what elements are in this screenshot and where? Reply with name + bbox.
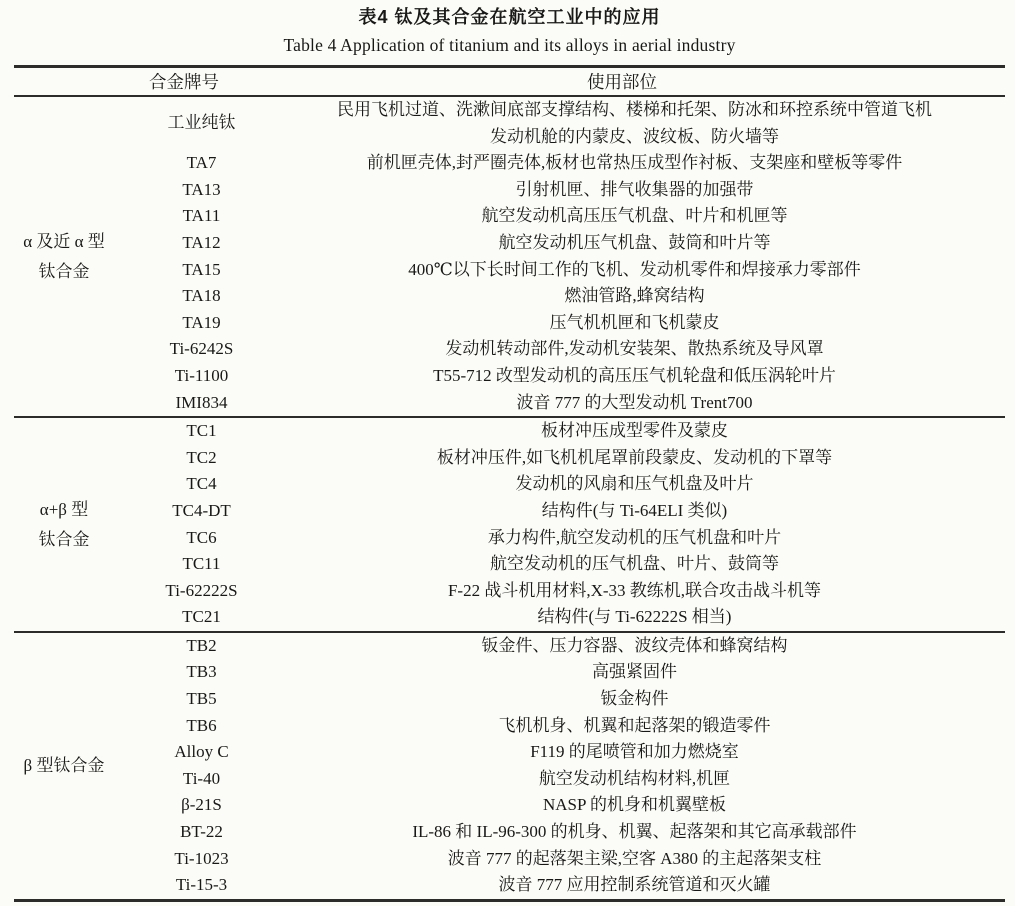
alloy-grade-cell: TC11: [182, 554, 221, 574]
usage-location-cell: [289, 739, 1005, 766]
table-body: [14, 96, 1005, 900]
usage-location-cell: [289, 846, 1005, 873]
alloy-grade-cell: IMI834: [175, 392, 228, 412]
usage-location-line: 发动机转动部件,发动机安装架、散热系统及导风罩: [445, 339, 824, 359]
table-row: [14, 846, 1005, 873]
alloy-grade-cell: TB3: [186, 662, 217, 682]
usage-location-cell: [289, 551, 1005, 578]
alloy-grade-cell: 工业纯钛: [167, 113, 236, 133]
usage-location-cell: [289, 150, 1005, 177]
header-usage-location: 使用部位: [289, 67, 1005, 97]
usage-location-line: 板材冲压成型零件及蒙皮: [541, 421, 728, 441]
alloy-grade-cell: TC2: [186, 447, 217, 467]
usage-location-line: 飞机机身、机翼和起落架的锻造零件: [498, 715, 771, 735]
table-row: [14, 551, 1005, 578]
usage-location-cell: [289, 283, 1005, 310]
alloy-grade-cell: Ti-1100: [174, 365, 229, 385]
usage-location-line: F-22 战斗机用材料,X-33 教练机,联合攻击战斗机等: [447, 580, 822, 600]
usage-location-cell: [289, 310, 1005, 337]
usage-location-line: 航空发动机高压压气机盘、叶片和机匣等: [481, 206, 788, 226]
alloy-grade-cell: TA18: [182, 286, 221, 306]
alloy-grade-cell: TB5: [186, 689, 217, 709]
usage-location-line: 高强紧固件: [592, 662, 677, 682]
usage-location-line: 波音 777 的起落架主梁,空客 A380 的主起落架支柱: [447, 848, 822, 868]
usage-location-line: 钣金件、压力容器、波纹壳体和蜂窝结构: [481, 635, 788, 655]
usage-location-cell: [289, 203, 1005, 230]
alloy-grade-cell: Ti-40: [182, 768, 221, 788]
usage-location-cell: [289, 498, 1005, 525]
alloy-category-cell: [14, 96, 114, 417]
table-row: [14, 713, 1005, 740]
usage-location-cell: [289, 177, 1005, 204]
table-title-chinese: 表4 钛及其合金在航空工业中的应用: [358, 7, 661, 27]
usage-location-cell: [289, 792, 1005, 819]
table-row: [14, 150, 1005, 177]
usage-location-line: NASP 的机身和机翼壁板: [542, 795, 727, 815]
table-row: [14, 310, 1005, 337]
alloy-grade-cell: Ti-62222S: [165, 580, 238, 600]
alloy-grade-cell: TA11: [182, 206, 221, 226]
table-row: [14, 792, 1005, 819]
usage-location-line: IL-86 和 IL-96-300 的机身、机翼、起落架和其它高承载部件: [412, 822, 857, 842]
table-row: [14, 336, 1005, 363]
usage-location-cell: [289, 578, 1005, 605]
usage-location-cell: [289, 819, 1005, 846]
usage-location-cell: [289, 257, 1005, 284]
usage-location-line: 民用飞机过道、洗漱间底部支撑结构、楼梯和托架、防冰和环控系统中管道飞机: [337, 100, 932, 119]
usage-location-line: 结构件(与 Ti-62222S 相当): [537, 607, 732, 627]
alloy-grade-cell: TC21: [182, 607, 221, 627]
table-row: [14, 283, 1005, 310]
alloy-grade-cell: TA7: [186, 153, 217, 173]
alloy-grade-cell: Ti-1023: [174, 848, 229, 868]
table-row: [14, 739, 1005, 766]
table-row: [14, 203, 1005, 230]
table-row: [14, 525, 1005, 552]
usage-location-cell: [289, 471, 1005, 498]
header-alloy-grade: 合金牌号: [14, 67, 289, 97]
usage-location-cell: [289, 363, 1005, 390]
usage-location-line: 压气机机匣和飞机蒙皮: [549, 312, 720, 332]
table-header: [14, 67, 1005, 97]
usage-location-line: 结构件(与 Ti-64ELI 类似): [541, 500, 728, 520]
alloy-grade-cell: TB6: [186, 715, 217, 735]
alloy-category-cell: [14, 632, 114, 900]
usage-location-cell: [289, 766, 1005, 793]
table-row: [14, 417, 1005, 445]
table-row: [14, 471, 1005, 498]
alloy-category-line: 钛合金: [38, 261, 90, 281]
alloy-grade-cell: BT-22: [180, 822, 223, 842]
table-row: [14, 686, 1005, 713]
alloy-category-line: β 型钛合金: [23, 755, 105, 775]
usage-location-cell: [289, 445, 1005, 472]
alloy-grade-cell: TC6: [186, 527, 217, 547]
table-title-english: Table 4 Application of titanium and its alloys in aerial industry: [283, 35, 736, 55]
usage-location-line: 航空发动机压气机盘、鼓筒和叶片等: [498, 232, 771, 252]
alloy-grade-cell: Ti-6242S: [169, 339, 234, 359]
table-row: [14, 230, 1005, 257]
usage-location-line: 板材冲压件,如飞机机尾罩前段蒙皮、发动机的下罩等: [436, 447, 833, 467]
application-table: [14, 65, 1005, 902]
alloy-grade-cell: Alloy C: [174, 742, 229, 762]
table-row: [14, 604, 1005, 632]
alloy-grade-cell: TA12: [182, 232, 221, 252]
usage-location-line: F119 的尾喷管和加力燃烧室: [530, 742, 739, 762]
alloy-grade-cell: TA19: [182, 312, 221, 332]
table-row: [14, 96, 1005, 150]
usage-location-line: 航空发动机的压气机盘、叶片、鼓筒等: [490, 554, 779, 574]
table-row: [14, 498, 1005, 525]
usage-location-cell: [289, 686, 1005, 713]
alloy-grade-cell: TA13: [182, 179, 221, 199]
alloy-category-line: 钛合金: [38, 529, 90, 549]
alloy-category-line: α+β 型: [39, 499, 89, 519]
alloy-grade-cell: β-21S: [181, 795, 222, 815]
usage-location-cell: [289, 390, 1005, 418]
usage-location-line: T55-712 改型发动机的高压压气机轮盘和低压涡轮叶片: [433, 365, 836, 385]
table-row: [14, 872, 1005, 900]
table-row: [14, 390, 1005, 418]
usage-location-cell: [289, 525, 1005, 552]
table-row: [14, 578, 1005, 605]
usage-location-line: 燃油管路,蜂窝结构: [564, 286, 705, 306]
usage-location-cell: [289, 872, 1005, 900]
alloy-grade-cell: TC4: [186, 474, 217, 494]
table-row: [14, 819, 1005, 846]
usage-location-line: 钣金构件: [600, 689, 669, 709]
header-row: [14, 67, 1005, 97]
alloy-grade-cell: TC4-DT: [172, 500, 231, 520]
usage-location-cell: [289, 659, 1005, 686]
usage-location-cell: [289, 632, 1005, 660]
table-row: [14, 257, 1005, 284]
table-row: [14, 445, 1005, 472]
usage-location-cell: [289, 417, 1005, 445]
usage-location-line: 承力构件,航空发动机的压气机盘和叶片: [487, 527, 782, 547]
usage-location-cell: [289, 230, 1005, 257]
alloy-grade-cell: TC1: [114, 417, 289, 445]
alloy-category-line: α 及近 α 型: [23, 231, 105, 251]
usage-location-line: 前机匣壳体,封严圈壳体,板材也常热压成型作衬板、支架座和壁板等零件: [366, 153, 903, 173]
usage-location-line: 航空发动机结构材料,机匣: [538, 768, 731, 788]
usage-location-line: 波音 777 的大型发动机 Trent700: [516, 392, 753, 412]
usage-location-cell: [289, 604, 1005, 632]
table-row: [14, 632, 1005, 660]
usage-location-cell: [289, 96, 1005, 150]
usage-location-cell: [289, 336, 1005, 363]
alloy-grade-cell: TA15: [182, 259, 221, 279]
usage-location-cell: [289, 713, 1005, 740]
table-row: [14, 659, 1005, 686]
usage-location-line: 引射机匣、排气收集器的加强带: [515, 179, 754, 199]
usage-location-line: 发动机舱的内蒙皮、波纹板、防火墙等: [490, 126, 779, 146]
alloy-grade-cell: TB2: [114, 632, 289, 660]
usage-location-line: 波音 777 应用控制系统管道和灭火罐: [498, 875, 771, 895]
usage-location-line: 发动机的风扇和压气机盘及叶片: [515, 474, 754, 494]
table-row: [14, 363, 1005, 390]
usage-location-line: 400℃以下长时间工作的飞机、发动机零件和焊接承力零部件: [408, 259, 861, 279]
alloy-category-cell: [14, 417, 114, 632]
table-row: [14, 177, 1005, 204]
table-row: [14, 766, 1005, 793]
alloy-grade-cell: Ti-15-3: [175, 875, 228, 895]
